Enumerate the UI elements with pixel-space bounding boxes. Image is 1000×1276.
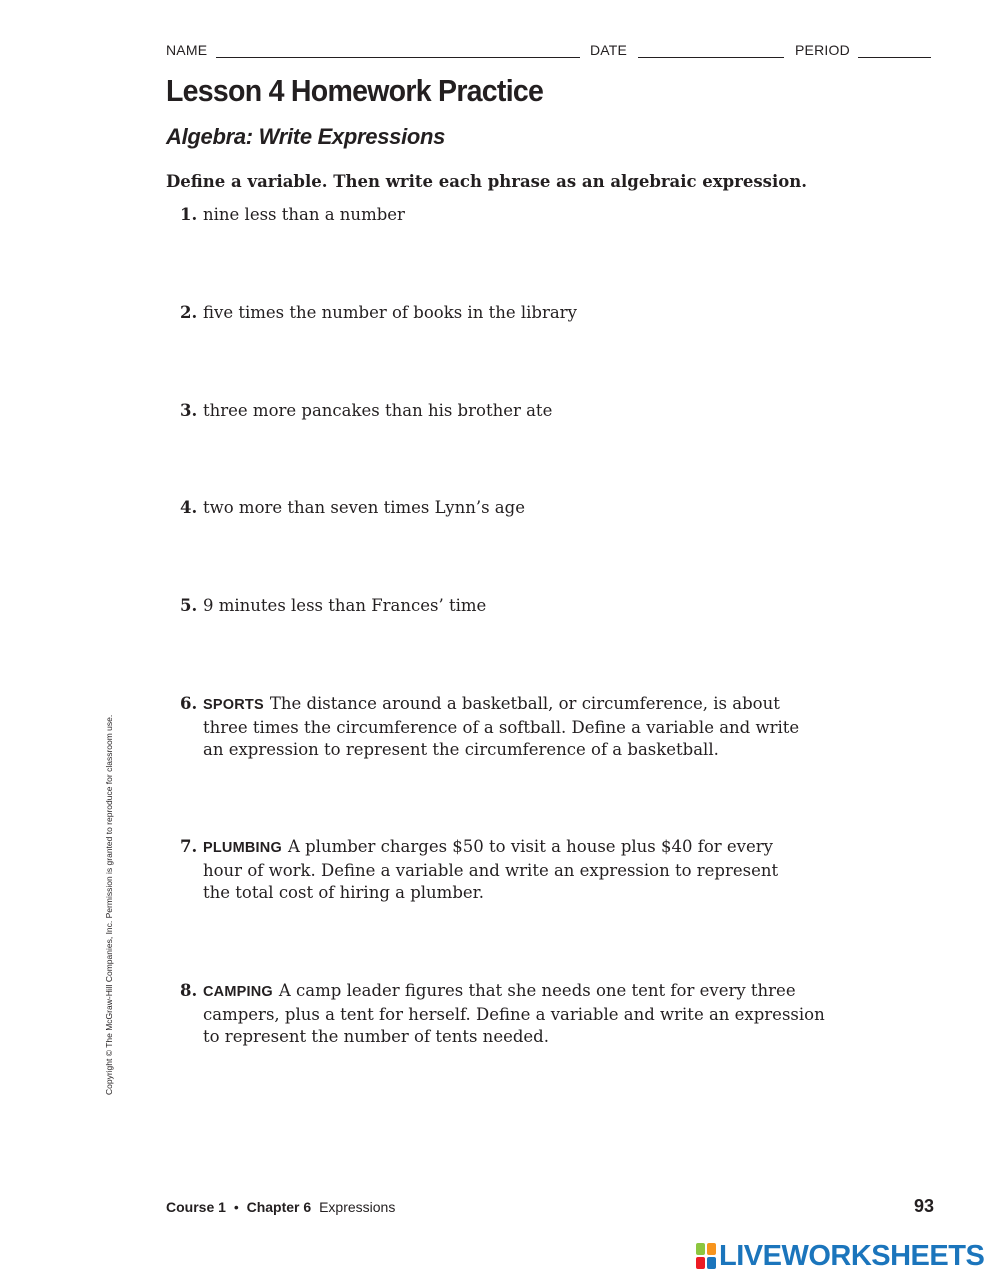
name-field[interactable] xyxy=(216,57,580,58)
question-number: 8. xyxy=(180,981,198,1000)
question-text: three more pancakes than his brother ate xyxy=(203,401,553,420)
date-label: DATE xyxy=(590,42,628,58)
question-6 xyxy=(180,693,800,762)
question-text: A plumber charges $50 to visit a house plus $40 for every hour of work. Define a variable and write an expression to represent the total cost of hiring a plumber. xyxy=(203,837,779,902)
footer-chapter: Chapter 6 xyxy=(246,1199,312,1215)
logo-blocks-icon xyxy=(696,1243,716,1269)
instructions: Define a variable. Then write each phrase as an algebraic expression. xyxy=(166,172,807,191)
period-label: PERIOD xyxy=(795,42,850,58)
question-number: 1. xyxy=(180,205,198,224)
question-number: 7. xyxy=(180,837,198,856)
page-number: 93 xyxy=(914,1196,935,1216)
question-tag: SPORTS xyxy=(203,697,264,713)
question-text: A camp leader figures that she needs one tent for every three campers, plus a tent for herself. Define a variable and write an expression to represent the number of tents needed. xyxy=(203,981,825,1046)
name-label: NAME xyxy=(166,42,208,58)
question-1 xyxy=(180,204,840,227)
liveworksheets-logo[interactable] xyxy=(696,1240,984,1272)
page-subtitle: Algebra: Write Expressions xyxy=(166,124,446,149)
question-text: five times the number of books in the library xyxy=(203,303,577,322)
question-5 xyxy=(180,595,840,618)
footer-course: Course 1 xyxy=(166,1199,226,1215)
question-text: two more than seven times Lynn’s age xyxy=(203,498,525,517)
question-3 xyxy=(180,400,840,423)
question-number: 5. xyxy=(180,596,198,615)
period-field[interactable] xyxy=(858,57,931,58)
page-title: Lesson 4 Homework Practice xyxy=(166,73,544,108)
question-number: 3. xyxy=(180,401,198,420)
copyright-notice: Copyright © The McGraw-Hill Companies, Inc. Permission is granted to reproduce for classroom use. xyxy=(104,714,114,1095)
question-number: 4. xyxy=(180,498,198,517)
question-tag: PLUMBING xyxy=(203,840,282,856)
question-7 xyxy=(180,836,790,905)
footer-bullet: • xyxy=(233,1199,239,1215)
question-2 xyxy=(180,302,840,325)
logo-text: LIVEWORKSHEETS xyxy=(719,1239,985,1272)
question-8 xyxy=(180,980,840,1049)
footer-course-info xyxy=(166,1199,395,1215)
date-field[interactable] xyxy=(638,57,784,58)
footer-topic: Expressions xyxy=(319,1199,396,1215)
question-text: nine less than a number xyxy=(203,205,405,224)
question-tag: CAMPING xyxy=(203,984,273,1000)
question-text: The distance around a basketball, or circumference, is about three times the circumference of a softball. Define a variable and write an expression to represent the circumference of a basketball. xyxy=(203,694,800,759)
question-number: 2. xyxy=(180,303,198,322)
question-text: 9 minutes less than Frances’ time xyxy=(203,596,487,615)
question-4 xyxy=(180,497,840,520)
question-number: 6. xyxy=(180,694,198,713)
